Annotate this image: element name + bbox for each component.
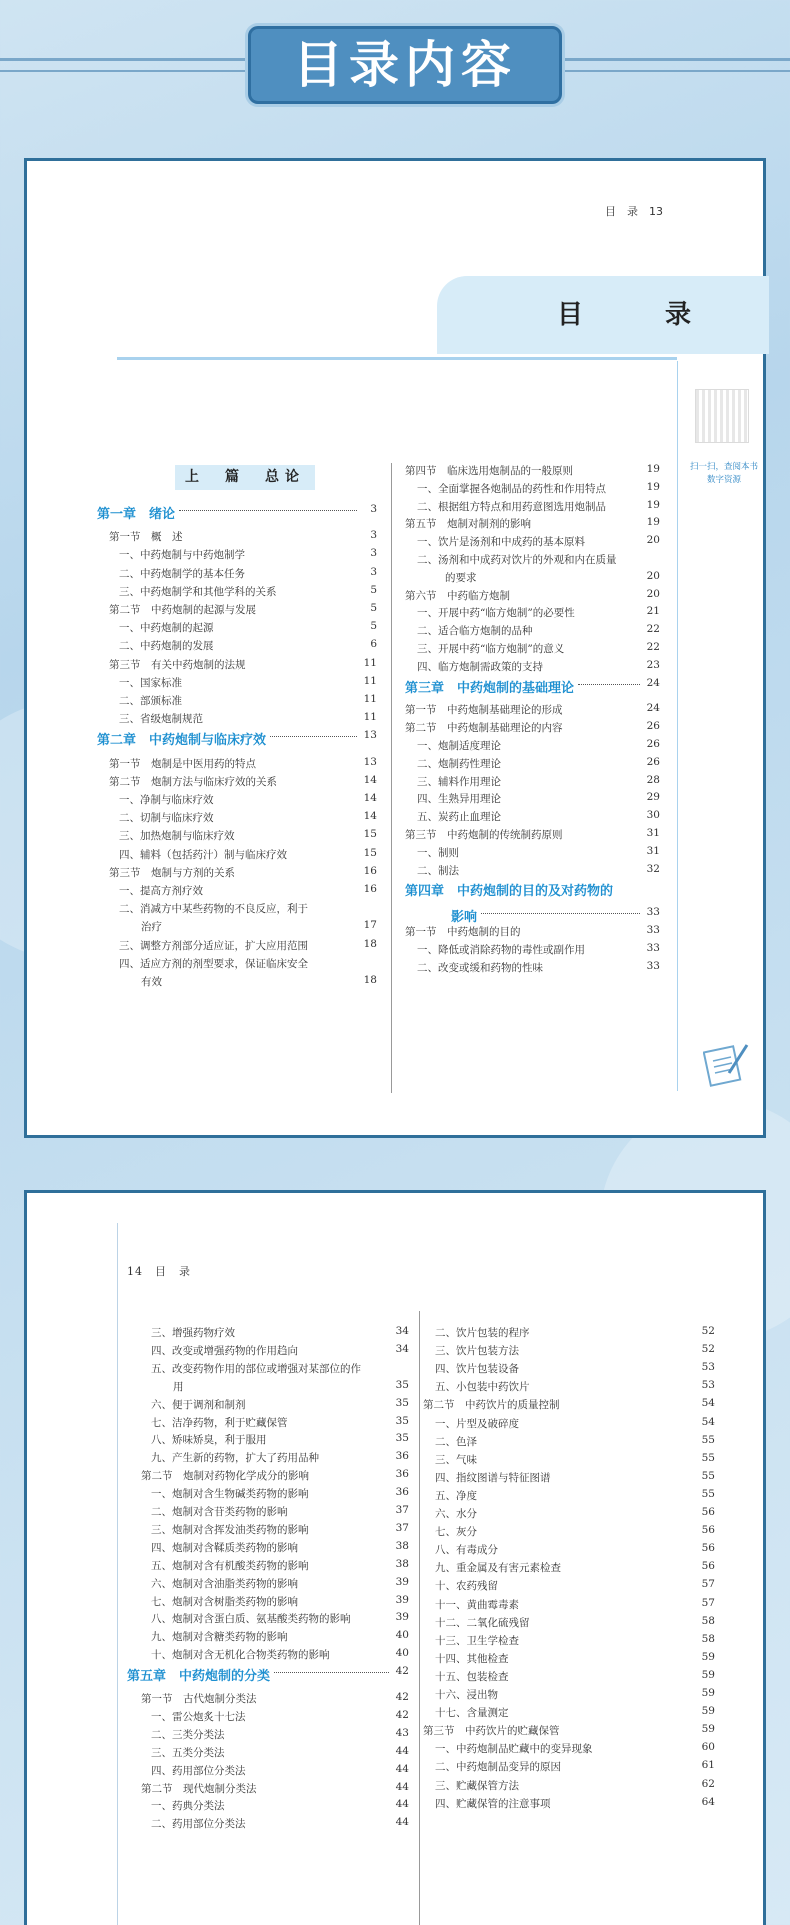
toc-page-number: 22 [646,641,660,653]
toc-entry-title: 五、炮制对含有机酸类药物的影响 [151,1559,309,1572]
toc-page-number: 22 [646,623,660,636]
toc-page-number: 59 [701,1650,715,1663]
toc-entry-title: 第一节 古代炮制分类法 [141,1693,257,1705]
toc-page-number: 42 [395,1691,409,1703]
toc-entry-title: 一、净制与临床疗效 [119,794,214,806]
toc-page-number: 16 [363,864,377,877]
toc-entry-title: 三、贮藏保管方法 [435,1779,519,1792]
toc-page-number: 56 [701,1524,715,1537]
toc-title: 目 录 [556,300,719,330]
toc-page-number: 54 [701,1415,715,1428]
toc-page-number: 55 [701,1433,715,1446]
toc-entry-title: 五、炭药止血理论 [417,811,501,824]
toc-page-number: 24 [646,676,660,689]
toc-entry-title: 四、指纹图谱与特征图谱 [435,1471,551,1484]
toc-page-number: 40 [395,1629,409,1642]
header-title: 目录内容 [293,36,517,94]
toc-page-number: 5 [370,583,377,596]
toc-entry-title: 二、切制与临床疗效 [119,812,214,825]
toc-page-number: 32 [646,862,660,875]
toc-entry-title: 二、中药炮制品变异的原因 [435,1761,561,1774]
toc-page-number: 59 [701,1723,715,1736]
toc-page-number: 56 [701,1542,715,1555]
toc-entry-title: 八、矫味矫臭，利于服用 [151,1434,267,1447]
toc-entry-title: 治疗 [141,921,162,934]
toc-entry-title: 八、炮制对含蛋白质、氨基酸类药物的影响 [151,1613,351,1626]
toc-entry-title: 第五节 炮制对制剂的影响 [405,518,531,531]
toc-entry-title: 四、药用部位分类法 [151,1764,246,1777]
toc-page-number: 37 [395,1521,409,1534]
toc-entry-title: 一、炮制对含生物碱类药物的影响 [151,1488,309,1501]
toc-page-number: 52 [701,1343,715,1356]
toc-entry-title: 三、五类分类法 [151,1746,225,1759]
toc-entry-title: 五、改变药物作用的部位或增强对某部位的作 [151,1362,361,1375]
toc-page-number: 17 [363,919,377,932]
toc-entry-title: 第二节 中药炮制基础理论的内容 [405,722,563,735]
toc-entry-title: 第一节 中药炮制基础理论的形成 [405,704,563,717]
toc-page-number: 38 [395,1539,409,1552]
toc-entry-title: 一、饮片是汤剂和中成药的基本原料 [417,536,585,549]
toc-entry-title: 第三章 中药炮制的基础理论 [405,680,575,696]
toc-page-number: 31 [646,827,660,839]
leader-dots [274,1672,389,1673]
toc-page-number: 55 [701,1487,715,1500]
toc-entry-title: 九、重金属及有害元素检查 [435,1562,561,1575]
toc-entry-title: 四、饮片包装设备 [435,1363,519,1376]
toc-entry-title: 十三、卫生学检查 [435,1634,519,1647]
part-label: 上 篇 总论 [175,465,315,490]
toc-entry-title: 三、省级炮制规范 [119,713,203,726]
toc-entry-title: 一、提高方剂疗效 [119,885,203,897]
toc-page-number: 35 [395,1396,409,1409]
toc-entry-title: 六、水分 [435,1508,477,1520]
toc-entry-title: 十、炮制对含无机化合物类药物的影响 [151,1649,330,1662]
toc-page-number: 38 [395,1557,409,1570]
toc-page-number: 33 [646,906,660,919]
toc-page-number: 59 [701,1668,715,1681]
toc-entry-title: 影响 [451,910,478,926]
toc-entry-title: 三、增强药物疗效 [151,1327,235,1339]
toc-entry-title: 三、中药炮制学和其他学科的关系 [119,585,277,598]
toc-page-number: 18 [363,974,377,986]
toc-page-number: 15 [363,846,377,859]
toc-entry-title: 十二、二氧化硫残留 [435,1616,530,1629]
toc-page-number: 52 [701,1325,715,1337]
toc-entry-title: 二、药用部位分类法 [151,1818,246,1831]
toc-entry-title: 七、炮制对含树脂类药物的影响 [151,1595,298,1608]
column-divider [419,1311,420,1925]
toc-entry-title: 三、气味 [435,1453,477,1466]
toc-page-number: 40 [395,1647,409,1660]
toc-page-number: 35 [395,1432,409,1445]
toc-page-number: 11 [363,693,377,705]
toc-page-number: 14 [363,792,377,804]
toc-page-number: 39 [395,1593,409,1606]
toc-entry-title: 一、炮制适度理论 [417,740,501,752]
toc-page-number: 33 [646,924,660,936]
toc-entry-title: 二、饮片包装的程序 [435,1327,530,1339]
toc-page-number: 3 [370,503,377,515]
toc-entry-title: 二、色泽 [435,1435,477,1448]
toc-entry-title: 第一章 绪论 [97,507,176,522]
toc-page-number: 44 [395,1798,409,1811]
toc-page-number: 5 [370,602,377,614]
toc-entry-title: 第三节 有关中药炮制的法规 [109,658,246,671]
leader-dots [179,510,357,511]
toc-entry-title: 四、改变或增强药物的作用趋向 [151,1344,298,1357]
toc-entry-title: 三、饮片包装方法 [435,1345,519,1358]
toc-page-number: 26 [646,738,660,750]
toc-page-14 [24,1190,766,1925]
toc-entry-title: 用 [173,1380,184,1393]
toc-page-number: 24 [646,702,660,715]
toc-page-number: 16 [363,883,377,895]
toc-page-number: 20 [646,587,660,600]
toc-page-number: 44 [395,1744,409,1757]
toc-entry-title: 十七、含量测定 [435,1707,509,1720]
toc-entry-title: 第三节 中药炮制的传统制药原则 [405,829,563,841]
toc-page-13 [24,158,766,1138]
toc-page-number: 64 [701,1795,715,1808]
toc-page-number: 20 [646,534,660,547]
toc-entry-title: 二、中药炮制学的基本任务 [119,567,245,580]
toc-page-number: 59 [701,1687,715,1699]
running-head: 目 录 13 [605,205,663,218]
toc-page-number: 19 [646,480,660,493]
toc-entry-title: 十六、浸出物 [435,1689,498,1701]
toc-entry-title: 九、炮制对含糖类药物的影响 [151,1631,288,1644]
leader-dots [270,736,357,737]
toc-page-number: 61 [701,1759,715,1772]
toc-page-number: 19 [646,498,660,511]
toc-page-number: 33 [646,959,660,972]
header-banner [248,26,562,104]
toc-entry-title: 二、改变或缓和药物的性味 [417,961,543,974]
toc-page-number: 19 [646,516,660,529]
toc-page-number: 42 [395,1708,409,1721]
column-divider [391,463,392,1093]
toc-entry-title: 二、制法 [417,864,459,877]
toc-page-number: 55 [701,1469,715,1482]
qr-code-icon [695,389,749,443]
toc-entry-title: 九、产生新的药物，扩大了药用品种 [151,1452,319,1465]
toc-page-number: 11 [363,656,377,669]
toc-page-number: 14 [363,810,377,823]
toc-page-number: 11 [363,711,377,724]
toc-page-number: 54 [701,1397,715,1410]
toc-entry-title: 第二章 中药炮制与临床疗效 [97,733,267,749]
toc-page-number: 33 [646,941,660,954]
toc-page-number: 11 [363,674,377,687]
toc-entry-title: 一、中药炮制与中药炮制学 [119,549,245,562]
toc-page-number: 30 [646,809,660,822]
toc-page-number: 53 [701,1379,715,1392]
qr-label: 扫一扫，查阅本书数字资源 [689,462,758,485]
toc-entry-title: 三、开展中药“临方炮制”的意义 [417,643,565,655]
toc-entry-title: 的要求 [445,571,477,584]
toc-page-number: 36 [395,1468,409,1481]
toc-page-number: 34 [395,1342,409,1355]
toc-entry-title: 二、三类分类法 [151,1728,225,1741]
toc-title-band [437,276,769,354]
toc-page-number: 60 [701,1741,715,1754]
toc-entry-title: 三、辅料作用理论 [417,775,501,788]
toc-entry-title: 一、全面掌握各炮制品的药性和作用特点 [417,482,606,495]
toc-page-number: 35 [395,1414,409,1427]
toc-page-number: 6 [370,638,377,651]
toc-page-number: 44 [395,1816,409,1829]
toc-entry-title: 第四章 中药炮制的目的及对药物的 [405,884,614,900]
toc-entry-title: 第四节 临床选用炮制品的一般原则 [405,465,573,477]
toc-page-number: 23 [646,658,660,671]
toc-page-number: 15 [363,828,377,841]
toc-entry-title: 七、灰分 [435,1526,477,1539]
toc-page-number: 35 [395,1378,409,1391]
toc-page-number: 59 [701,1705,715,1718]
toc-entry-title: 一、片型及破碎度 [435,1417,519,1430]
leader-dots [578,684,640,685]
toc-entry-title: 一、中药炮制的起源 [119,622,214,635]
toc-entry-title: 三、加热炮制与临床疗效 [119,830,235,843]
toc-entry-title: 第三节 炮制与方剂的关系 [109,866,235,879]
toc-page-number: 43 [395,1726,409,1739]
toc-entry-title: 四、临方炮制需政策的支持 [417,660,543,673]
toc-entry-title: 六、便于调剂和制剂 [151,1398,246,1411]
toc-entry-title: 第二节 炮制对药物化学成分的影响 [141,1470,309,1483]
toc-rule [117,357,677,360]
toc-entry-title: 第一节 炮制是中医用药的特点 [109,757,256,770]
toc-page-number: 3 [370,529,377,542]
toc-entry-title: 二、根据组方特点和用药意图选用炮制品 [417,500,606,513]
toc-entry-title: 一、国家标准 [119,676,182,689]
toc-entry-title: 二、适合临方炮制的品种 [417,625,533,638]
toc-page-number: 36 [395,1486,409,1499]
toc-page-number: 55 [701,1451,715,1464]
toc-entry-title: 二、中药炮制的发展 [119,640,214,653]
toc-entry-title: 十五、包装检查 [435,1670,509,1683]
toc-entry-title: 第二节 中药饮片的质量控制 [423,1399,560,1412]
toc-page-number: 3 [370,565,377,578]
toc-page-number: 39 [395,1575,409,1588]
toc-page-number: 39 [395,1611,409,1624]
toc-entry-title: 第二节 炮制方法与临床疗效的关系 [109,775,277,788]
toc-entry-title: 四、炮制对含鞣质类药物的影响 [151,1541,298,1554]
toc-entry-title: 七、洁净药物，利于贮藏保管 [151,1416,288,1429]
toc-page-number: 57 [701,1578,715,1591]
toc-entry-title: 二、汤剂和中成药对饮片的外观和内在质量 [417,554,617,566]
toc-entry-title: 二、部颁标准 [119,695,182,707]
toc-page-number: 56 [701,1560,715,1573]
toc-page-number: 3 [370,547,377,560]
toc-page-number: 29 [646,791,660,804]
toc-entry-title: 第二节 中药炮制的起源与发展 [109,604,256,616]
toc-entry-title: 五、净度 [435,1489,477,1502]
toc-page-number: 19 [646,463,660,475]
toc-entry-title: 四、辅料（包括药汁）制与临床疗效 [119,848,287,861]
toc-entry-title: 第五章 中药炮制的分类 [127,1669,271,1685]
toc-entry-title: 十一、黄曲霉毒素 [435,1598,519,1611]
toc-entry-title: 有效 [141,976,162,988]
toc-entry-title: 五、小包装中药饮片 [435,1381,530,1394]
notebook-pen-icon [703,1039,751,1087]
toc-page-number: 18 [363,937,377,950]
toc-entry-title: 三、调整方剂部分适应证，扩大应用范围 [119,939,308,952]
toc-page-number: 20 [646,569,660,582]
toc-entry-title: 一、药典分类法 [151,1800,225,1813]
toc-page-number: 28 [646,773,660,786]
toc-entry-title: 第二节 现代炮制分类法 [141,1782,257,1795]
running-head: 14 目 录 [127,1265,191,1278]
toc-entry-title: 十、农药残留 [435,1580,498,1593]
toc-entry-title: 四、适应方剂的剂型要求，保证临床安全 [119,957,308,970]
toc-page-number: 26 [646,720,660,733]
toc-entry-title: 四、贮藏保管的注意事项 [435,1797,551,1810]
toc-page-number: 34 [395,1325,409,1337]
toc-page-number: 56 [701,1506,715,1518]
toc-page-number: 57 [701,1596,715,1609]
toc-page-number: 14 [363,773,377,786]
toc-page-number: 58 [701,1632,715,1645]
toc-entry-title: 六、炮制对含油脂类药物的影响 [151,1577,298,1590]
toc-page-number: 13 [363,729,377,742]
toc-entry-title: 一、雷公炮炙十七法 [151,1710,246,1723]
toc-entry-title: 一、降低或消除药物的毒性或副作用 [417,943,585,956]
toc-entry-title: 八、有毒成分 [435,1544,498,1557]
toc-entry-title: 第六节 中药临方炮制 [405,589,510,602]
toc-page-number: 53 [701,1361,715,1374]
toc-page-number: 44 [395,1762,409,1775]
toc-entry-title: 四、生熟异用理论 [417,793,501,806]
toc-entry-title: 一、制则 [417,846,459,859]
leader-dots [481,913,640,914]
toc-entry-title: 二、消减方中某些药物的不良反应，利于 [119,903,308,916]
toc-page-number: 31 [646,844,660,857]
toc-page-number: 36 [395,1450,409,1463]
toc-entry-title: 三、炮制对含挥发油类药物的影响 [151,1523,309,1536]
toc-entry-title: 十四、其他检查 [435,1652,509,1665]
toc-page-number: 58 [701,1614,715,1627]
toc-entry-title: 二、炮制药性理论 [417,757,501,770]
toc-page-number: 26 [646,755,660,768]
toc-entry-title: 一、中药炮制品贮藏中的变异现象 [435,1743,593,1756]
toc-page-number: 37 [395,1504,409,1516]
toc-entry-title: 第一节 概 述 [109,531,183,544]
toc-page-number: 62 [701,1777,715,1790]
toc-page-number: 21 [646,605,660,618]
toc-entry-title: 二、炮制对含苷类药物的影响 [151,1506,288,1518]
margin-rule [677,361,678,1091]
toc-page-number: 44 [395,1780,409,1793]
toc-entry-title: 第一节 中药炮制的目的 [405,926,521,938]
toc-entry-title: 第三节 中药饮片的贮藏保管 [423,1725,560,1738]
toc-page-number: 5 [370,620,377,633]
margin-rule [117,1223,118,1925]
toc-entry-title: 一、开展中药“临方炮制”的必要性 [417,607,575,620]
toc-page-number: 42 [395,1665,409,1678]
toc-page-number: 13 [363,755,377,768]
